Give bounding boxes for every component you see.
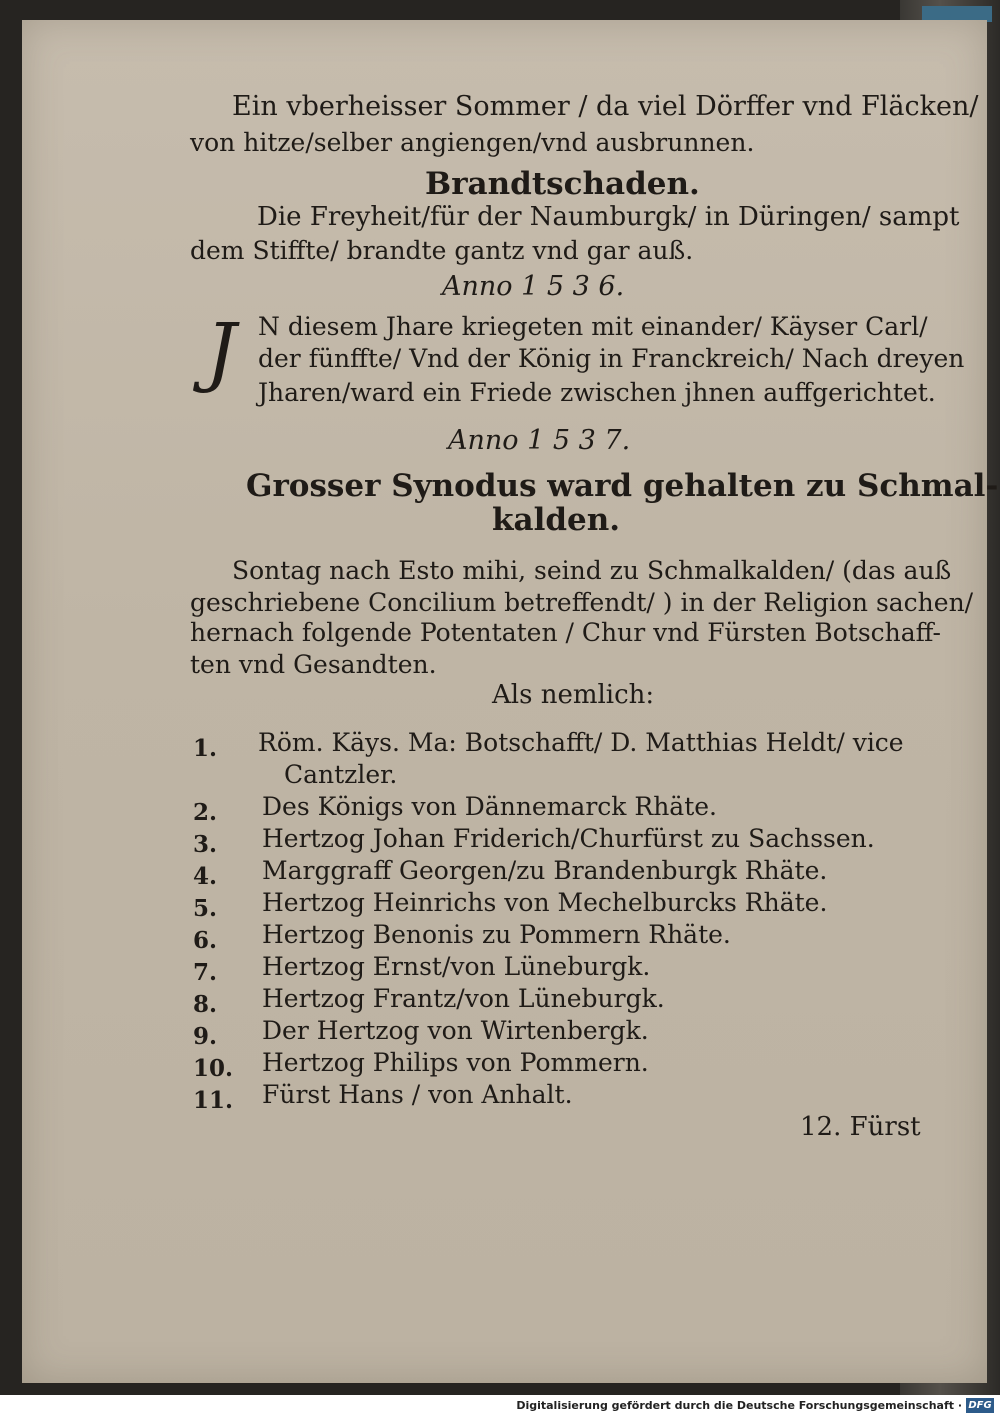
text-line: von hitze/selber angiengen/vnd ausbrunnen. bbox=[190, 128, 755, 157]
list-number: 11. bbox=[193, 1087, 234, 1114]
list-item: Hertzog Benonis zu Pommern Rhäte. bbox=[262, 920, 731, 949]
list-number: 4. bbox=[193, 863, 218, 890]
list-item: Cantzler. bbox=[284, 760, 398, 789]
text-line: Sontag nach Esto mihi, seind zu Schmalkalden/ (das auß bbox=[232, 556, 952, 585]
list-number: 1. bbox=[193, 735, 218, 762]
year-heading: Anno 1 5 3 7. bbox=[448, 425, 631, 456]
catchword: 12. Fürst bbox=[800, 1112, 921, 1142]
section-heading-cont: kalden. bbox=[492, 502, 621, 538]
list-number: 7. bbox=[193, 959, 218, 986]
list-number: 10. bbox=[193, 1055, 234, 1082]
dfg-logo: DFG bbox=[966, 1398, 994, 1413]
list-number: 8. bbox=[193, 991, 218, 1018]
list-number: 5. bbox=[193, 895, 218, 922]
list-number: 9. bbox=[193, 1023, 218, 1050]
footer-bar bbox=[0, 1395, 1000, 1417]
text-line: dem Stiffte/ brandte gantz vnd gar auß. bbox=[190, 236, 694, 265]
list-item: Röm. Käys. Ma: Botschafft/ D. Matthias Heldt/ vice bbox=[258, 728, 904, 757]
list-item: Hertzog Frantz/von Lüneburgk. bbox=[262, 984, 665, 1013]
list-item: Marggraff Georgen/zu Brandenburgk Rhäte. bbox=[262, 856, 828, 885]
list-item: Fürst Hans / von Anhalt. bbox=[262, 1080, 573, 1109]
text-line: N diesem Jhare kriegeten mit einander/ Käyser Carl/ bbox=[258, 312, 928, 341]
list-item: Hertzog Johan Friderich/Churfürst zu Sachssen. bbox=[262, 824, 875, 853]
list-number: 2. bbox=[193, 799, 218, 826]
text-line: der fünffte/ Vnd der König in Franckreich/ Nach dreyen bbox=[258, 344, 965, 373]
list-item: Hertzog Philips von Pommern. bbox=[262, 1048, 649, 1077]
text-line: hernach folgende Potentaten / Chur vnd Fürsten Botschaff- bbox=[190, 618, 942, 647]
section-heading: Grosser Synodus ward gehalten zu Schmal- bbox=[246, 468, 999, 504]
list-number: 3. bbox=[193, 831, 218, 858]
footer-credit: Digitalisierung gefördert durch die Deutsche Forschungsgemeinschaft · bbox=[516, 1399, 962, 1412]
text-line: Die Freyheit/für der Naumburgk/ in Düringen/ sampt bbox=[257, 202, 960, 232]
text-line: geschriebene Concilium betreffendt/ ) in der Religion sachen/ bbox=[190, 588, 974, 617]
text-line: Jharen/ward ein Friede zwischen jhnen auffgerichtet. bbox=[258, 378, 936, 407]
drop-cap: J bbox=[205, 306, 237, 395]
section-heading: Brandtschaden. bbox=[425, 166, 700, 202]
list-item: Der Hertzog von Wirtenbergk. bbox=[262, 1016, 649, 1045]
text-line: ten vnd Gesandten. bbox=[190, 650, 437, 679]
year-heading: Anno 1 5 3 6. bbox=[442, 271, 625, 302]
list-number: 6. bbox=[193, 927, 218, 954]
text-line: Ein vberheisser Sommer / da viel Dörffer vnd Fläcken/ bbox=[232, 91, 979, 122]
list-item: Hertzog Ernst/von Lüneburgk. bbox=[262, 952, 651, 981]
list-item: Hertzog Heinrichs von Mechelburcks Rhäte. bbox=[262, 888, 828, 917]
text-line: Als nemlich: bbox=[492, 680, 655, 710]
list-item: Des Königs von Dännemarck Rhäte. bbox=[262, 792, 717, 821]
